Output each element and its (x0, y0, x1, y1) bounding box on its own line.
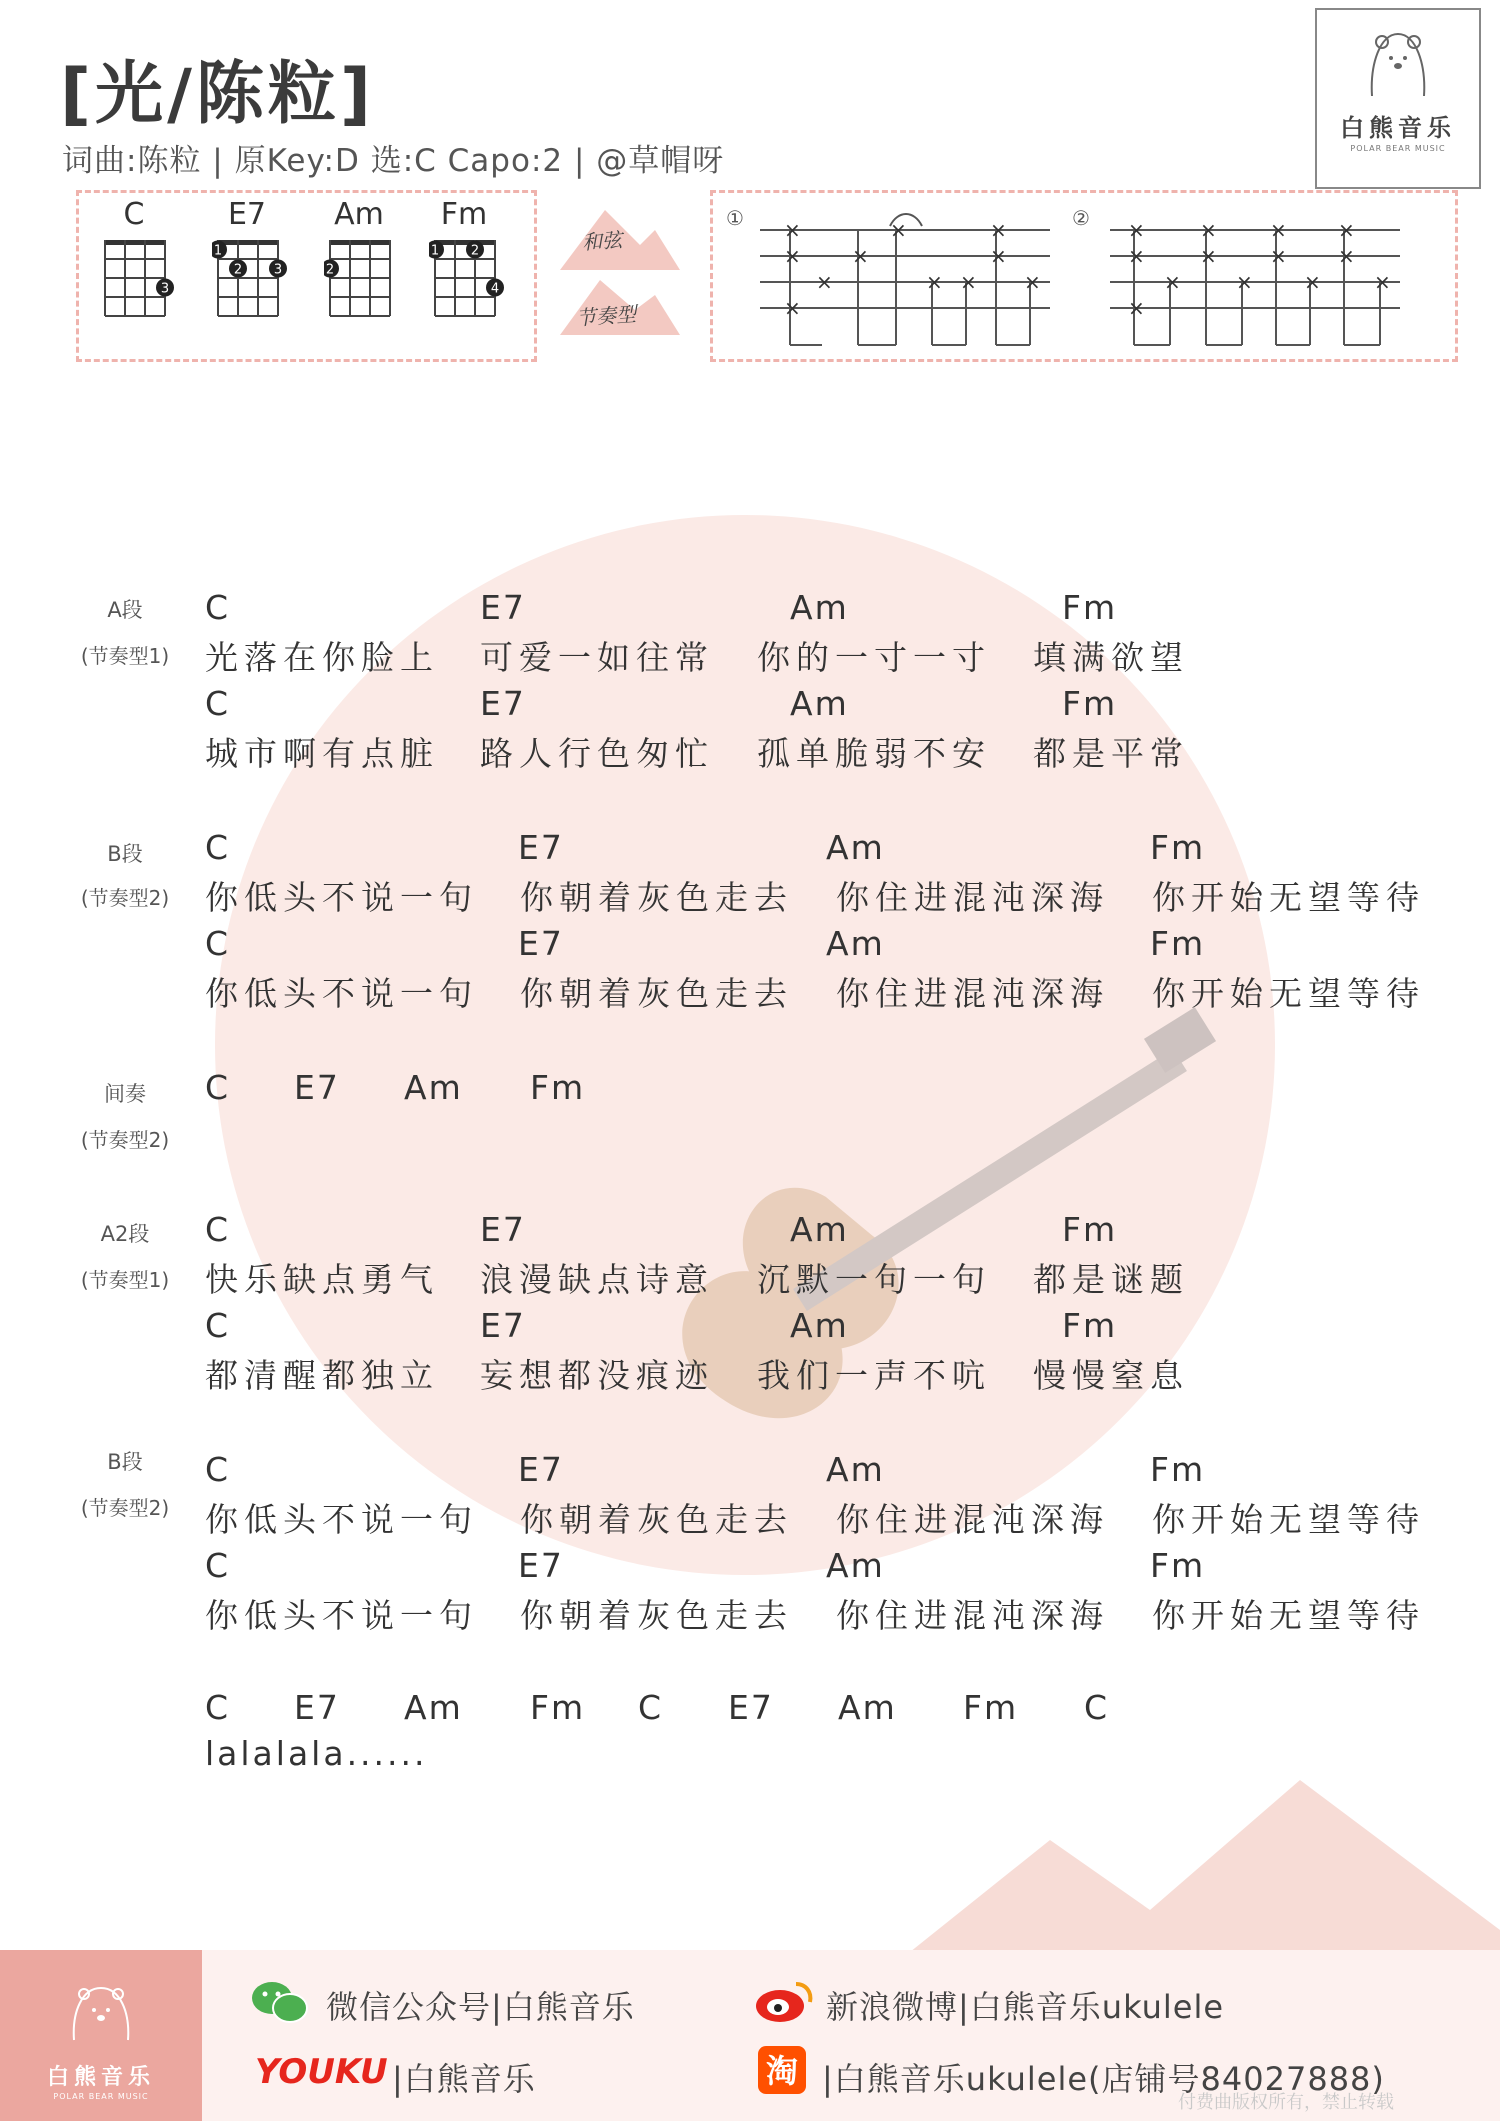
youku-text[interactable]: |白熊音乐 (392, 2060, 536, 2098)
finger-number: 3 (273, 262, 283, 278)
chord-symbol: C (205, 1688, 231, 1727)
song-meta: 词曲:陈粒 | 原Key:D 选:C Capo:2 | @草帽呀 (62, 143, 725, 179)
chord-symbol: E7 (518, 1450, 564, 1489)
chord-symbol: Am (404, 1068, 463, 1107)
svg-text:×: × (816, 270, 833, 294)
chord-symbol: E7 (728, 1688, 774, 1727)
wechat-icon[interactable] (250, 1978, 310, 2026)
section-b2-sub: (节奏型2) (80, 1496, 170, 1520)
section-b2-label: B段 (107, 1450, 143, 1474)
outro-lyric: lalalala...... (205, 1734, 428, 1773)
lyric-phrase: 光落在你脸上 (205, 638, 439, 677)
chord-symbol: Fm (1150, 1450, 1206, 1489)
chord-symbol: C (205, 588, 231, 627)
chord-symbol: E7 (480, 684, 526, 723)
wechat-text[interactable]: 微信公众号|白熊音乐 (326, 1988, 635, 2026)
lyric-phrase: 妄想都没痕迹 (480, 1356, 714, 1395)
lyric-phrase: 你住进混沌深海 (836, 1596, 1109, 1635)
lyric-phrase: 你开始无望等待 (1152, 1596, 1425, 1635)
finger-number: 2 (470, 243, 480, 259)
svg-text:×: × (1304, 270, 1321, 294)
chord-symbol: Am (826, 1450, 885, 1489)
svg-text:×: × (990, 244, 1007, 268)
mountain-decoration (0, 1760, 1500, 1960)
chords-tag: 和弦 (581, 227, 623, 255)
chord-symbol: Am (790, 1306, 849, 1345)
svg-text:×: × (1128, 296, 1145, 320)
chord-diagram (99, 197, 179, 346)
lyric-phrase: 孤单脆弱不安 (757, 734, 991, 773)
chord-symbol: Am (826, 1546, 885, 1585)
svg-text:×: × (1270, 218, 1287, 242)
svg-text:×: × (1200, 218, 1217, 242)
svg-text:×: × (1128, 218, 1145, 242)
lyric-phrase: 城市啊有点脏 (205, 734, 439, 773)
svg-text:淘: 淘 (765, 2052, 799, 2090)
weibo-icon[interactable] (752, 1976, 814, 2026)
section-b-sub: (节奏型2) (80, 886, 170, 910)
taobao-text[interactable]: |白熊音乐ukulele(店铺号84027888) (822, 2060, 1385, 2098)
bear-icon (1362, 24, 1434, 102)
lyric-phrase: 沉默一句一句 (757, 1260, 991, 1299)
chord-symbol: Am (404, 1688, 463, 1727)
chord-symbol: E7 (294, 1068, 340, 1107)
lyric-phrase: 路人行色匆忙 (480, 734, 714, 773)
lyric-phrase: 你住进混沌深海 (836, 878, 1109, 917)
bear-icon (66, 1980, 136, 2044)
chord-symbol: Am (838, 1688, 897, 1727)
weibo-text[interactable]: 新浪微博|白熊音乐ukulele (826, 1988, 1225, 2026)
chord-symbol: C (205, 684, 231, 723)
chord-symbol: Am (826, 828, 885, 867)
chord-symbol: Am (826, 924, 885, 963)
song-title: [光/陈粒] (60, 55, 375, 134)
svg-text:×: × (960, 270, 977, 294)
chord-symbol: E7 (518, 924, 564, 963)
svg-text:×: × (1024, 270, 1041, 294)
finger-number: 3 (160, 281, 170, 297)
finger-number: 2 (325, 262, 335, 278)
chord-symbol: Am (790, 588, 849, 627)
chord-symbol: Am (790, 684, 849, 723)
lyric-phrase: 你开始无望等待 (1152, 974, 1425, 1013)
chord-symbol: C (205, 1450, 231, 1489)
section-a-label: A段 (107, 598, 143, 622)
svg-text:×: × (926, 270, 943, 294)
rhythm-pattern-1 (760, 210, 1060, 350)
lyric-phrase: 你住进混沌深海 (836, 974, 1109, 1013)
svg-text:×: × (1164, 270, 1181, 294)
lyric-phrase: 都是平常 (1033, 734, 1189, 773)
svg-text:×: × (852, 244, 869, 268)
rhythm-2-label: ② (1072, 206, 1090, 230)
brand-logo (1315, 8, 1481, 189)
chord-symbol: E7 (518, 828, 564, 867)
section-a-sub: (节奏型1) (80, 644, 170, 668)
lyric-phrase: 可爱一如往常 (480, 638, 714, 677)
lyric-phrase: 你低头不说一句 (205, 974, 478, 1013)
fretboard-grid (212, 232, 292, 342)
chord-symbol: Fm (1062, 684, 1118, 723)
chord-symbol: Fm (1150, 924, 1206, 963)
chord-symbol: C (205, 924, 231, 963)
chord-symbol: E7 (480, 588, 526, 627)
chord-symbol: C (1084, 1688, 1110, 1727)
chord-symbol: C (205, 1210, 231, 1249)
chord-symbol: E7 (480, 1306, 526, 1345)
finger-number: 1 (430, 243, 440, 259)
svg-text:×: × (1338, 218, 1355, 242)
brand-name: 白熊音乐 (1340, 114, 1456, 142)
lyric-phrase: 你低头不说一句 (205, 1596, 478, 1635)
chord-symbol: Fm (530, 1688, 586, 1727)
chord-symbol: Am (790, 1210, 849, 1249)
svg-text:×: × (1270, 244, 1287, 268)
svg-text:×: × (990, 218, 1007, 242)
finger-number: 4 (490, 281, 500, 297)
taobao-icon[interactable] (756, 2044, 808, 2096)
lyric-phrase: 你的一寸一寸 (757, 638, 991, 677)
copyright-watermark: 付费曲版权所有，禁止转载 (1178, 2092, 1394, 2113)
section-b-label: B段 (107, 842, 143, 866)
chord-symbol: Fm (1062, 1210, 1118, 1249)
rhythm-pattern-2 (1110, 210, 1410, 350)
chord-symbol: C (205, 1306, 231, 1345)
lyric-phrase: 我们一声不吭 (757, 1356, 991, 1395)
chord-symbol: E7 (480, 1210, 526, 1249)
finger-number: 1 (213, 243, 223, 259)
chord-symbol: Fm (963, 1688, 1019, 1727)
lyric-phrase: 你朝着灰色走去 (520, 878, 793, 917)
rhythm-tag: 节奏型 (575, 301, 637, 331)
brand-sub: POLAR BEAR MUSIC (1350, 144, 1446, 153)
lyric-phrase: 你朝着灰色走去 (520, 1596, 793, 1635)
chord-symbol: E7 (518, 1546, 564, 1585)
svg-text:×: × (1200, 244, 1217, 268)
lyric-phrase: 都是谜题 (1033, 1260, 1189, 1299)
youku-logo[interactable]: YOUKU (255, 2052, 388, 2092)
svg-text:×: × (1128, 244, 1145, 268)
chord-symbol: C (638, 1688, 664, 1727)
footer-logo (0, 1950, 202, 2121)
lyric-phrase: 你住进混沌深海 (836, 1500, 1109, 1539)
svg-text:×: × (1374, 270, 1391, 294)
lyric-phrase: 你朝着灰色走去 (520, 1500, 793, 1539)
section-a2-sub: (节奏型1) (80, 1268, 170, 1292)
chord-symbol: Fm (1150, 828, 1206, 867)
chord-symbol: Fm (1062, 588, 1118, 627)
lyric-phrase: 慢慢窒息 (1033, 1356, 1189, 1395)
svg-text:×: × (784, 296, 801, 320)
lyric-phrase: 你朝着灰色走去 (520, 974, 793, 1013)
fretboard-grid (99, 232, 179, 342)
chord-diagram-name: Fm (440, 197, 488, 232)
svg-text:×: × (784, 244, 801, 268)
finger-number: 2 (233, 262, 243, 278)
svg-text:×: × (890, 218, 907, 242)
chord-diagram-name: Am (334, 197, 384, 232)
svg-text:×: × (784, 218, 801, 242)
lyric-phrase: 填满欲望 (1033, 638, 1189, 677)
chord-diagram-name: C (123, 197, 145, 232)
footer-brand-sub: POLAR BEAR MUSIC (53, 2092, 149, 2101)
chord-diagram (429, 197, 509, 346)
chord-symbol: Fm (1062, 1306, 1118, 1345)
chord-symbol: C (205, 1546, 231, 1585)
lyric-phrase: 你低头不说一句 (205, 878, 478, 917)
fretboard-grid (429, 232, 509, 342)
chord-symbol: Fm (1150, 1546, 1206, 1585)
lyric-phrase: 你开始无望等待 (1152, 1500, 1425, 1539)
lyric-phrase: 快乐缺点勇气 (205, 1260, 439, 1299)
section-interlude-sub: (节奏型2) (80, 1128, 170, 1152)
chord-symbol: E7 (294, 1688, 340, 1727)
svg-text:×: × (1338, 244, 1355, 268)
lyric-phrase: 你低头不说一句 (205, 1500, 478, 1539)
section-interlude-label: 间奏 (104, 1082, 146, 1106)
chord-symbol: Fm (530, 1068, 586, 1107)
lyric-phrase: 都清醒都独立 (205, 1356, 439, 1395)
chord-diagram-name: E7 (227, 197, 267, 232)
svg-text:×: × (1236, 270, 1253, 294)
chord-diagram (212, 197, 292, 346)
lyric-phrase: 你开始无望等待 (1152, 878, 1425, 917)
chord-symbol: C (205, 828, 231, 867)
lyric-phrase: 浪漫缺点诗意 (480, 1260, 714, 1299)
chord-diagram (324, 197, 404, 346)
rhythm-1-label: ① (726, 206, 744, 230)
fretboard-grid (324, 232, 404, 342)
section-a2-label: A2段 (100, 1222, 150, 1246)
footer-brand-name: 白熊音乐 (46, 2065, 155, 2090)
chord-symbol: C (205, 1068, 231, 1107)
